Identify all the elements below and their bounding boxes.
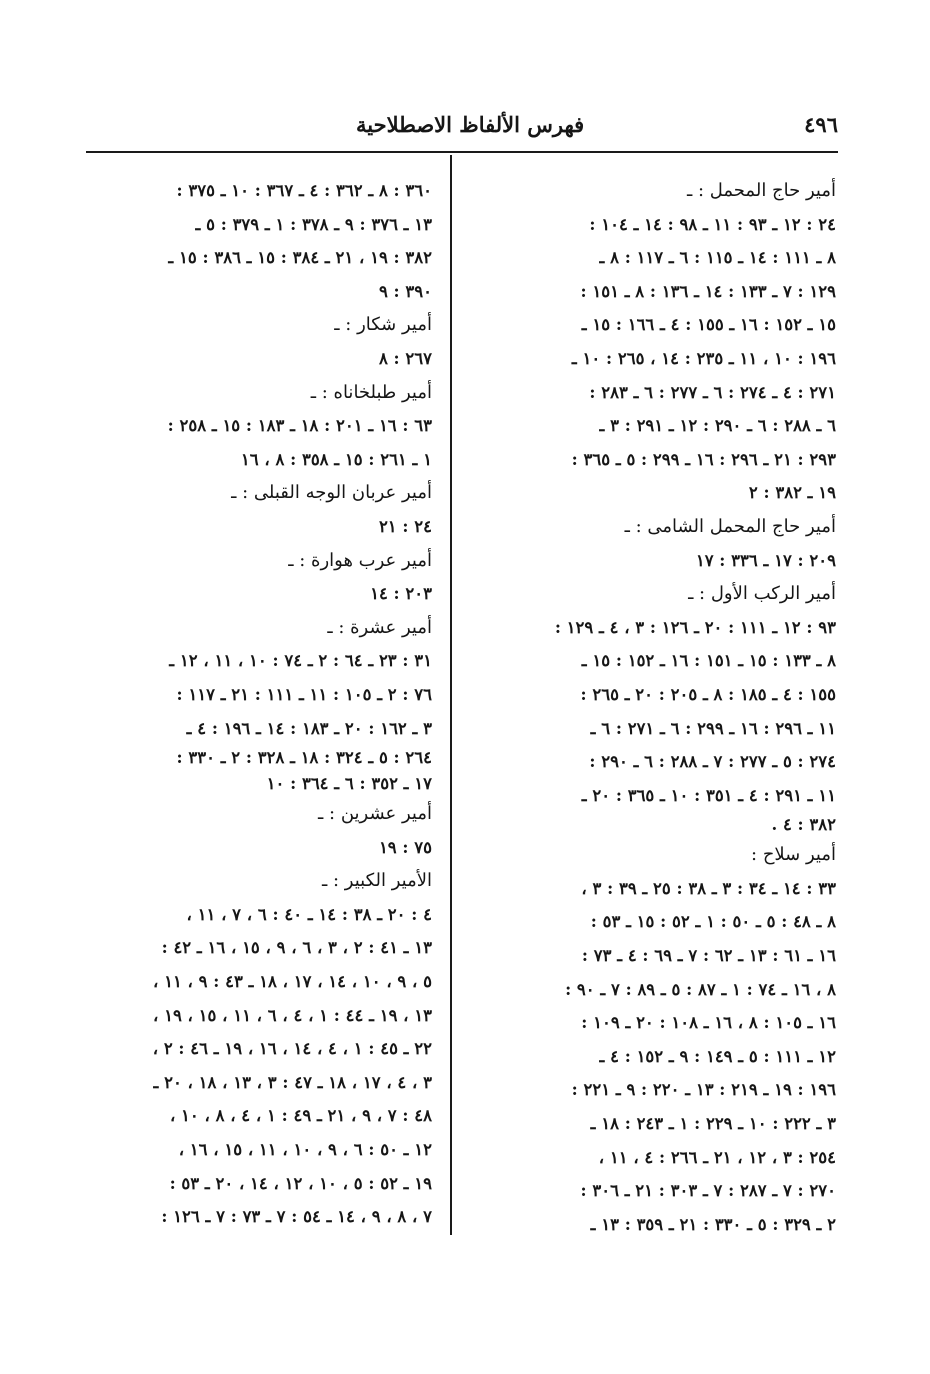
index-column-left bbox=[70, 174, 432, 1234]
index-entry-line: ٨ ـ ١١١ : ١٤ ـ ١١٥ : ٦ ـ ١١٧ : ٨ ـ bbox=[599, 248, 836, 268]
index-entry-line: ٤٨ : ٧ ، ٩ ، ٢١ ـ ٤٩ : ١ ، ٤ ، ٨ ، ١٠ ، bbox=[169, 1106, 432, 1126]
index-entry-line: ٧٦ : ٢ ـ ١٠٥ : ١١ ـ ١١١ : ٢١ ـ ١١٧ : bbox=[176, 684, 432, 704]
index-entry-line: ٨ ، ١٦ ـ ٧٤ : ١ ـ ٨٧ : ٥ ـ ٨٩ : ٧ ـ ٩٠ : bbox=[565, 979, 836, 999]
index-entry-line: ٢٢ ـ ٤٥ : ١ ، ٤ ، ١٤ ، ١٦ ، ١٩ ـ ٤٦ : ٢ ، bbox=[152, 1039, 432, 1059]
index-entry-line: ١٩٦ : ١٠ ، ١١ ـ ٢٣٥ : ١٤ ، ٢٦٥ : ١٠ ـ bbox=[571, 348, 836, 368]
index-entry-line: ٤ : ٢٠ ـ ٣٨ : ١٤ ـ ٤٠ : ٦ ، ٧ ، ١١ ، bbox=[186, 904, 432, 924]
index-entry-line: ٣١ : ٢٣ ـ ٦٤ : ٢ ـ ٧٤ : ١٠ ، ١١ ، ١٢ ـ bbox=[169, 651, 432, 671]
index-entry-line: ٢٤ : ١٢ ـ ٩٣ : ١١ ـ ٩٨ : ١٤ ـ ١٠٤ : bbox=[589, 214, 836, 234]
index-entry-heading: أمير عشرين : ـ bbox=[318, 803, 432, 825]
page-header bbox=[86, 112, 838, 148]
index-entry-line: ٦٣ : ١٦ ـ ٢٠١ : ١٨ ـ ١٨٣ : ١٥ ـ ٢٥٨ : bbox=[167, 416, 432, 436]
index-entry-line: ٥ ، ٩ ، ١٠ ، ١٤ ، ١٧ ، ١٨ ـ ٤٣ : ٩ ، ١١ ، bbox=[153, 972, 432, 992]
index-entry-line: ٢٦٧ : ٨ bbox=[378, 348, 432, 368]
index-entry-line: ٢٦٤ : ٥ ـ ٣٢٤ : ١٨ ـ ٣٢٨ : ٢ ـ ٣٣٠ : bbox=[176, 748, 432, 768]
index-entry-line: ١٧ ـ ٣٥٢ : ٦ ـ ٣٦٤ : ١٠ bbox=[266, 774, 432, 794]
index-entry-heading: أمير سلاح : bbox=[751, 844, 836, 866]
index-entry-line: ١٢ ـ ١١١ : ٥ ـ ١٤٩ : ٩ ـ ١٥٢ : ٤ ـ bbox=[599, 1046, 836, 1066]
index-entry-line: ١٩ ـ ٥٢ : ٥ ، ١٠ ، ١٢ ، ١٤ ، ٢٠ ـ ٥٣ : bbox=[169, 1173, 432, 1193]
index-entry-line: ٣٩٠ : ٩ bbox=[378, 281, 432, 301]
index-entry-heading: أمير الركب الأول : ـ bbox=[688, 583, 836, 605]
index-entry-line: ٩٣ : ١٢ ـ ١١١ : ٢٠ ـ ١٢٦ : ٣ ، ٤ ـ ١٢٩ : bbox=[554, 617, 836, 637]
index-entry-line: ٦ ـ ٢٨٨ : ٦ ـ ٢٩٠ : ١٢ ـ ٢٩١ : ٣ ـ bbox=[599, 416, 836, 436]
index-entry-line: ١٥ ـ ١٥٢ : ١٦ ـ ١٥٥ : ٤ ـ ١٦٦ : ١٥ ـ bbox=[581, 315, 836, 335]
index-entry-line: ١٣ ـ ٤١ : ٢ ، ٣ ، ٦ ، ٩ ، ١٥ ، ١٦ ـ ٤٢ : bbox=[161, 938, 432, 958]
index-entry-line: ٨ ـ ٤٨ : ٥ ـ ٥٠ : ١ ـ ٥٢ : ١٥ ـ ٥٣ : bbox=[590, 912, 836, 932]
index-entry-heading: أمير عرب هوارة : ـ bbox=[288, 549, 432, 571]
running-title: فهرس الألفاظ الاصطلاحية bbox=[356, 112, 585, 137]
index-entry-line: ٢٧١ : ٤ ـ ٢٧٤ : ٦ ـ ٢٧٧ : ٦ ـ ٢٨٣ : bbox=[589, 382, 836, 402]
index-entry-line: ١٦ ـ ٦١ : ١٣ ـ ٦٢ : ٧ ـ ٦٩ : ٤ ـ ٧٣ : bbox=[581, 946, 836, 966]
index-entry-line: ٢٧٠ : ٧ ـ ٢٨٧ : ٧ ـ ٣٠٣ : ٢١ ـ ٣٠٦ : bbox=[580, 1181, 836, 1201]
index-entry-line: ٢٠٩ : ١٧ ـ ٣٣٦ : ١٧ bbox=[695, 550, 836, 570]
index-entry-heading: الأمير الكبير : ـ bbox=[322, 870, 432, 892]
index-entry-line: ٧ ، ٨ ، ٩ ، ١٤ ـ ٥٤ : ٧ ـ ٧٣ : ٧ ـ ١٢٦ : bbox=[161, 1207, 432, 1227]
index-entry-heading: أمير شكار : ـ bbox=[334, 314, 432, 336]
index-entry-line: ١٦ ـ ١٠٥ : ٨ ، ١٦ ـ ١٠٨ : ٢٠ ـ ١٠٩ : bbox=[581, 1013, 836, 1033]
index-entry-line: ٢٩٣ : ٢١ ـ ٢٩٦ : ١٦ ـ ٢٩٩ : ٥ ـ ٣٦٥ : bbox=[571, 449, 836, 469]
index-entry-line: ٢ ـ ٣٢٩ : ٥ ـ ٣٣٠ : ٢١ ـ ٣٥٩ : ١٣ ـ bbox=[590, 1214, 836, 1234]
index-entry-line: ٢٧٤ : ٥ ـ ٢٧٧ : ٧ ـ ٢٨٨ : ٦ ـ ٢٩٠ : bbox=[589, 752, 836, 772]
header-rule bbox=[86, 151, 838, 153]
index-entry-line: ٣٦٠ : ٨ ـ ٣٦٢ : ٤ ـ ٣٦٧ : ١٠ ـ ٣٧٥ : bbox=[176, 181, 432, 200]
index-entry-line: ٢٠٣ : ١٤ bbox=[370, 584, 432, 604]
index-entry-line: ١٣ ـ ٣٧٦ : ٩ ـ ٣٧٨ : ١ ـ ٣٧٩ : ٥ ـ bbox=[195, 214, 432, 234]
page-number: ٤٩٦ bbox=[804, 112, 838, 137]
index-entry-line: ١١ ـ ٢٩٦ : ١٦ ـ ٢٩٩ : ٦ ـ ٢٧١ : ٦ ـ bbox=[590, 718, 836, 738]
index-entry-heading: أمير عربان الوجه القبلى : ـ bbox=[231, 482, 432, 504]
index-entry-line: ٧٥ : ١٩ bbox=[378, 837, 432, 857]
index-entry-line: ٣ ـ ١٦٢ : ٢٠ ـ ١٨٣ : ١٤ ـ ١٩٦ : ٤ ـ bbox=[186, 718, 432, 738]
index-entry-line: ٢٤ : ٢١ bbox=[378, 516, 432, 536]
index-entry-heading: أمير حاج المحمل الشامى : ـ bbox=[624, 515, 836, 537]
index-entry-line: ٣ ، ٤ ، ١٧ ، ١٨ ـ ٤٧ : ٣ ، ١٣ ، ١٨ ، ٢٠ ـ bbox=[153, 1072, 432, 1092]
column-divider bbox=[450, 155, 452, 1235]
index-entry-line: ١ ـ ٢٦١ : ١٥ ـ ٣٥٨ : ٨ ، ١٦ bbox=[240, 449, 432, 469]
index-entry-heading: أمير عشرة : ـ bbox=[327, 616, 432, 638]
index-entry-line: ٣٨٢ : ٤ . bbox=[771, 815, 836, 835]
index-entry-line: ١٩٦ : ١٩ ـ ٢١٩ : ١٣ ـ ٢٢٠ : ٩ ـ ٢٢١ : bbox=[571, 1080, 836, 1100]
index-entry-heading: أمير حاج المحمل : ـ bbox=[686, 180, 836, 201]
index-entry-line: ٣٣ : ١٤ ـ ٣٤ : ٣ ـ ٣٨ : ٢٥ ـ ٣٩ : ٣ ، bbox=[581, 878, 836, 898]
index-entry-line: ١٩ ـ ٣٨٢ : ٢ bbox=[748, 483, 836, 503]
index-entry-line: ١٥٥ : ٤ ـ ١٨٥ : ٨ ـ ٢٠٥ : ٢٠ ـ ٢٦٥ : bbox=[580, 684, 836, 704]
index-entry-line: ١٣ ، ١٩ ـ ٤٤ : ١ ، ٤ ، ٦ ، ١١ ، ١٥ ، ١٩ ، bbox=[153, 1005, 432, 1025]
index-entry-line: ١٢٩ : ٧ ـ ١٣٣ : ١٤ ـ ١٣٦ : ٨ ـ ١٥١ : bbox=[580, 281, 836, 301]
index-entry-line: ٨ ـ ١٣٣ : ١٥ ـ ١٥١ : ١٦ ـ ١٥٢ : ١٥ ـ bbox=[581, 651, 836, 671]
index-entry-line: ٢٥٤ : ٣ ، ١٢ ، ٢١ ـ ٢٦٦ : ٤ ، ١١ ، bbox=[598, 1147, 836, 1167]
index-entry-heading: أمير طبلخاناه : ـ bbox=[310, 381, 432, 403]
index-entry-line: ٣ ـ ٢٢٢ : ١٠ ـ ٢٢٩ : ١ ـ ٢٤٣ : ١٨ ـ bbox=[590, 1114, 836, 1134]
index-entry-line: ١٢ ـ ٥٠ : ٦ ، ٩ ، ١٠ ، ١١ ، ١٥ ، ١٦ ، bbox=[178, 1140, 432, 1160]
index-entry-line: ٣٨٢ : ١٩ ، ٢١ ـ ٣٨٤ : ١٥ ـ ٣٨٦ : ١٥ ـ bbox=[168, 248, 432, 268]
index-entry-line: ١١ ـ ٢٩١ : ٤ ـ ٣٥١ : ١٠ ـ ٣٦٥ : ٢٠ ـ bbox=[581, 785, 836, 805]
index-column-right bbox=[462, 174, 836, 1241]
